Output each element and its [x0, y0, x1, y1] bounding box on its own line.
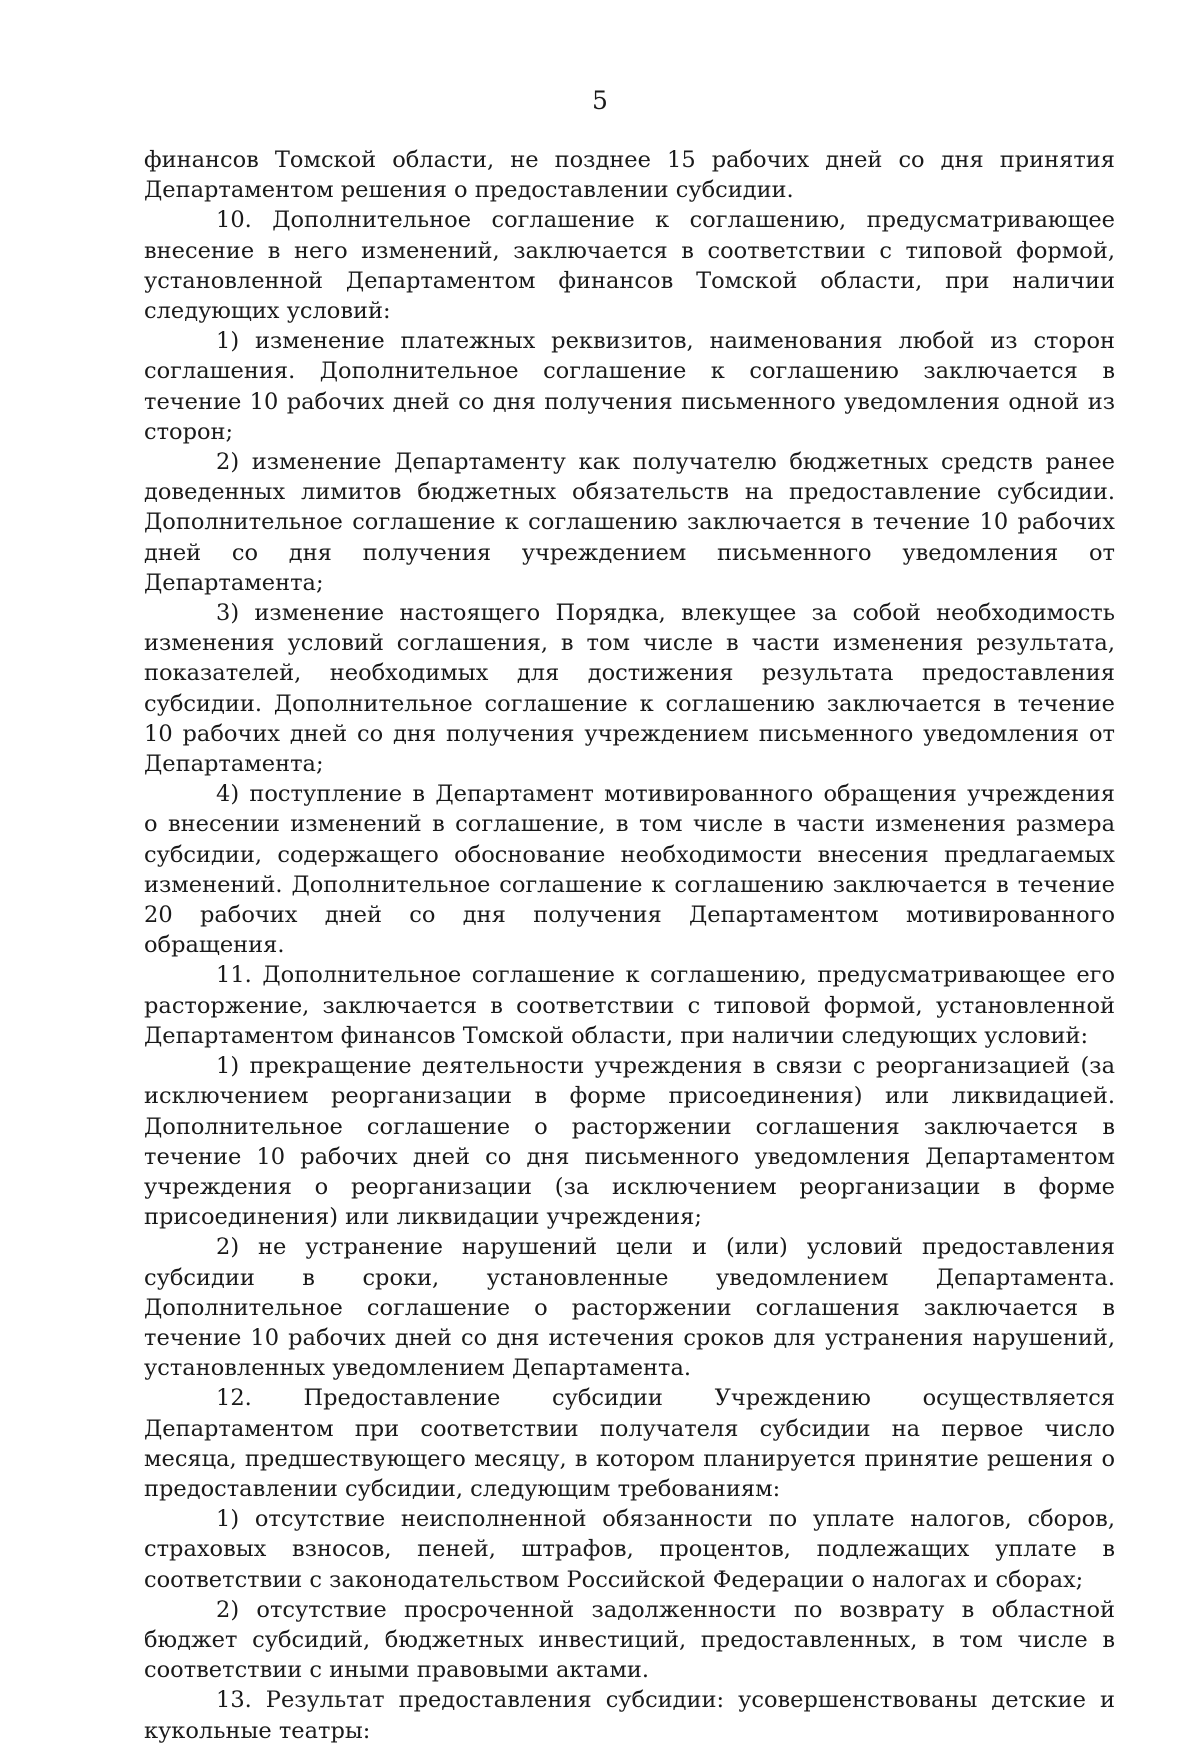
page-number: 5 — [592, 86, 608, 115]
document-body — [144, 145, 1115, 1746]
paragraph-clause-10-item-3: 3) изменение настоящего Порядка, влекущее за собой необходимость изменения условий соглашения, в том числе в части изменения результата, показателей, необходимых для достижения результата предоставления субсидии. Дополнительное соглашение к соглашению заключается в течение 10 рабочих дней со дня получения учреждением письменного уведомления от Департамента; — [144, 600, 1115, 778]
paragraph-clause-13: 13. Результат предоставления субсидии: усовершенствованы детские и кукольные театры: — [144, 1687, 1115, 1744]
paragraph-clause-10-item-4: 4) поступление в Департамент мотивированного обращения учреждения о внесении изменений в соглашение, в том числе в части изменения размера субсидии, содержащего обоснование необходимости внесения предлагаемых изменений. Дополнительное соглашение к соглашению заключается в течение 20 рабочих дней со дня получения Департаментом мотивированного обращения. — [144, 781, 1115, 959]
paragraph-clause-10-item-1: 1) изменение платежных реквизитов, наименования любой из сторон соглашения. Дополнительное соглашение к соглашению заключается в течение 10 рабочих дней со дня получения письменного уведомления одной из сторон; — [144, 328, 1115, 445]
paragraph-clause-11-item-2: 2) не устранение нарушений цели и (или) условий предоставления субсидии в сроки, установленные уведомлением Департамента. Дополнительное соглашение о расторжении соглашения заключается в течение 10 рабочих дней со дня истечения сроков для устранения нарушений, установленных уведомлением Департамента. — [144, 1234, 1115, 1382]
paragraph-clause-11-item-1: 1) прекращение деятельности учреждения в связи с реорганизацией (за исключением реорганизации в форме присоединения) или ликвидацией. Дополнительное соглашение о расторжении соглашения заключается в течение 10 рабочих дней со дня письменного уведомления Департаментом учреждения о реорганизации (за исключением реорганизации в форме присоединения) или ликвидации учреждения; — [144, 1053, 1115, 1231]
paragraph-clause-10: 10. Дополнительное соглашение к соглашению, предусматривающее внесение в него изменений, заключается в соответствии с типовой формой, установленной Департаментом финансов Томской области, при наличии следующих условий: — [144, 207, 1115, 325]
paragraph-clause-12-item-2: 2) отсутствие просроченной задолженности по возврату в областной бюджет субсидий, бюджетных инвестиций, предоставленных, в том числе в соответствии с иными правовыми актами. — [144, 1596, 1115, 1684]
paragraph-clause-12-item-1: 1) отсутствие неисполненной обязанности по уплате налогов, сборов, страховых взносов, пеней, штрафов, процентов, подлежащих уплате в соответствии с законодательством Российской Федерации о налогах и сборах; — [144, 1506, 1115, 1593]
paragraph-clause-10-item-2: 2) изменение Департаменту как получателю бюджетных средств ранее доведенных лимитов бюджетных обязательств на предоставление субсидии. Дополнительное соглашение к соглашению заключается в течение 10 рабочих дней со дня получения учреждением письменного уведомления от Департамента; — [144, 449, 1115, 596]
paragraph-clause-11: 11. Дополнительное соглашение к соглашению, предусматривающее его расторжение, заключается в соответствии с типовой формой, установленной Департаментом финансов Томской области, при наличии следующих условий: — [144, 962, 1115, 1049]
paragraph-continuation: финансов Томской области, не позднее 15 рабочих дней со дня принятия Департаментом решения о предоставлении субсидии. — [144, 147, 1115, 204]
paragraph-clause-12: 12. Предоставление субсидии Учреждению осуществляется Департаментом при соответствии получателя субсидии на первое число месяца, предшествующего месяцу, в котором планируется принятие решения о предоставлении субсидии, следующим требованиям: — [144, 1385, 1115, 1502]
